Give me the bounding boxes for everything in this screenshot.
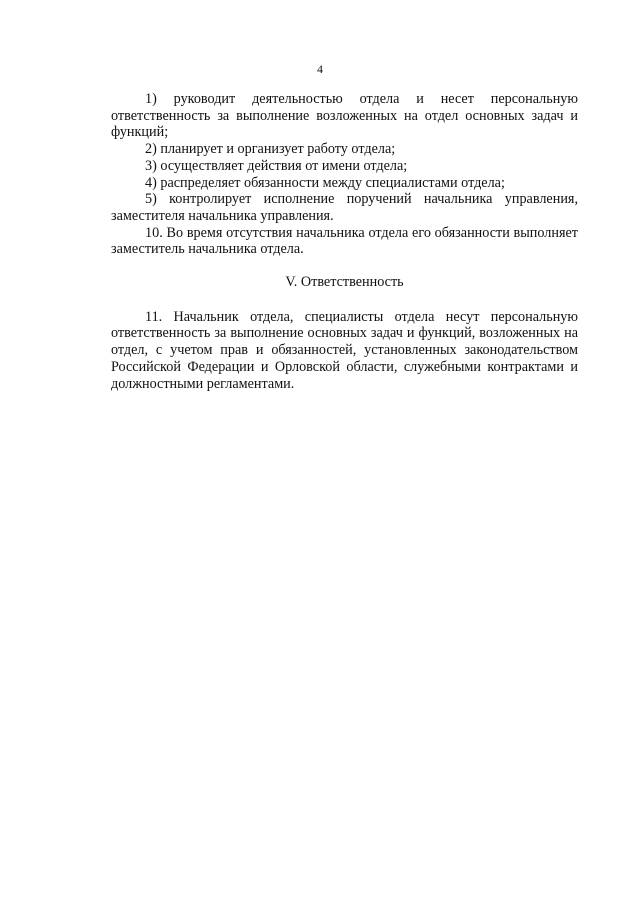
paragraph-10: 10. Во время отсутствия начальника отдела его обязанности выполняет заместитель начальника отдела. — [111, 224, 578, 258]
list-item-2: 2) планирует и организует работу отдела; — [145, 141, 396, 158]
paragraph-11: 11. Начальник отдела, специалисты отдела несут персональную ответственность за выполнение основных задач и функций, возложенных на отдел, с учетом прав и обязанностей, установленных законодательством Российской Федерации и Орловской области, служебными контрактами и должностными регламентами. — [111, 308, 578, 392]
section-heading: V. Ответственность — [285, 274, 404, 291]
list-item-3: 3) осуществляет действия от имени отдела; — [145, 157, 408, 174]
page-number: 4 — [317, 62, 323, 76]
list-item-4: 4) распределяет обязанности между специалистами отдела; — [145, 174, 505, 191]
list-item-1: 1) руководит деятельностью отдела и несет персональную ответственность за выполнение возложенных на отдел основных задач и функций; — [111, 91, 578, 141]
document-body — [111, 91, 578, 392]
list-item-5: 5) контролирует исполнение поручений начальника управления, заместителя начальника управления. — [111, 191, 578, 224]
